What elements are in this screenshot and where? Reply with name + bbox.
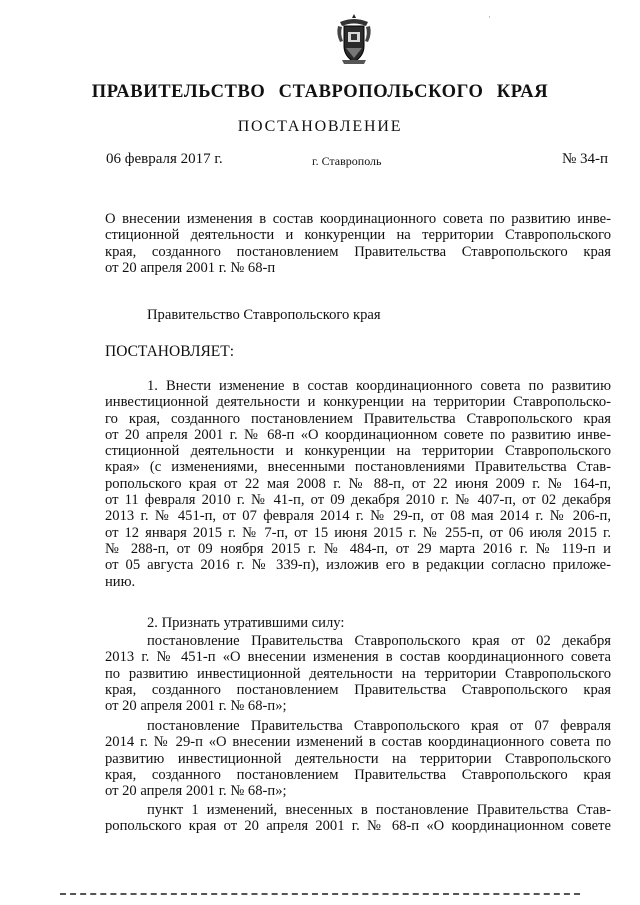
preamble: Правительство Ставропольского края	[147, 307, 381, 323]
item-2-a-line: по развитию инвестиционной деятельности на территории Ставропольского	[105, 665, 611, 682]
item-2-a	[105, 633, 611, 714]
resolves-heading: ПОСТАНОВЛЯЕТ:	[105, 343, 235, 360]
corner-mark: ·	[488, 12, 491, 22]
item-1-line: инвестиционной деятельности и конкуренции на территории Ставропольско-	[105, 394, 611, 411]
item-1-line: от 12 января 2015 г. № 7-п, от 15 июня 2015 г. № 255-п, от 06 июля 2015 г.	[105, 524, 611, 541]
subject-line: края, созданного постановлением Правительства Ставропольского края	[105, 243, 611, 260]
item-1-line: № 288-п, от 09 ноября 2015 г. № 484-п, от 29 марта 2016 г. № 119-п и	[105, 540, 611, 557]
item-2-c-line: ропольского края от 20 апреля 2001 г. № 68-п «О координационном совете	[105, 818, 611, 835]
item-1-line: 1. Внести изменение в состав координационного совета по развитию	[147, 378, 611, 394]
item-1	[105, 378, 611, 590]
item-2-a-line: края, созданного постановлением Правительства Ставропольского края	[105, 681, 611, 698]
item-2-b-line: края, созданного постановлением Правительства Ставропольского края	[105, 766, 611, 783]
item-1-line: го края, созданного постановлением Правительства Ставропольского края	[105, 410, 611, 427]
item-1-line: края» (с изменениями, внесенными постановлениями Правительства Став-	[105, 459, 611, 476]
item-1-line: от 20 апреля 2001 г. № 68-п «О координационном совете по развитию инве-	[105, 426, 611, 443]
item-2-a-line: постановление Правительства Ставропольского края от 02 декабря	[147, 633, 611, 649]
item-2-b-line: развитию инвестиционной деятельности на территории Ставропольского	[105, 750, 611, 767]
subject-line: от 20 апреля 2001 г. № 68-п	[105, 259, 276, 276]
org-title: ПРАВИТЕЛЬСТВО СТАВРОПОЛЬСКОГО КРАЯ	[91, 82, 549, 102]
item-2-b-line: от 20 апреля 2001 г. № 68-п»;	[105, 783, 287, 800]
item-2-b-line: 2014 г. № 29-п «О внесении изменений в состав координационного совета по	[105, 734, 611, 751]
subject-line: стиционной деятельности и конкуренции на территории Ставропольского	[105, 227, 611, 244]
document-city: г. Ставрополь	[312, 154, 382, 168]
item-2-c	[105, 802, 611, 835]
document-date: 06 февраля 2017 г.	[106, 151, 223, 167]
subject-block	[105, 211, 611, 276]
item-1-line: стиционной деятельности и конкуренции на территории Ставропольского	[105, 443, 611, 460]
item-2-b-line: постановление Правительства Ставропольского края от 07 февраля	[147, 718, 611, 734]
item-2-title: 2. Признать утратившими силу:	[147, 615, 345, 631]
document-number: № 34-п	[562, 151, 609, 167]
item-2-c-line: пункт 1 изменений, внесенных в постановление Правительства Став-	[147, 802, 611, 818]
item-1-line: ропольского края от 22 мая 2008 г. № 88-п, от 22 июня 2009 г. № 164-п,	[105, 475, 611, 492]
item-1-line: от 11 февраля 2010 г. № 41-п, от 09 декабря 2010 г. № 407-п, от 02 декабря	[105, 492, 611, 509]
subject-line: О внесении изменения в состав координационного совета по развитию инве-	[105, 211, 611, 227]
item-1-line: 2013 г. № 451-п, от 07 февраля 2014 г. № 29-п, от 08 мая 2014 г. № 206-п,	[105, 508, 611, 525]
item-2-b	[105, 718, 611, 799]
item-1-line: нию.	[105, 573, 136, 590]
coat-of-arms-icon	[334, 12, 374, 68]
item-2-a-line: от 20 апреля 2001 г. № 68-п»;	[105, 698, 287, 715]
document-type: ПОСТАНОВЛЕНИЕ	[237, 118, 403, 135]
item-1-line: от 05 августа 2016 г. № 339-п), изложив его в редакции согласно приложе-	[105, 557, 611, 574]
page-bottom-edge	[60, 893, 580, 895]
item-2-a-line: 2013 г. № 451-п «О внесении изменения в состав координационного совета	[105, 649, 611, 666]
